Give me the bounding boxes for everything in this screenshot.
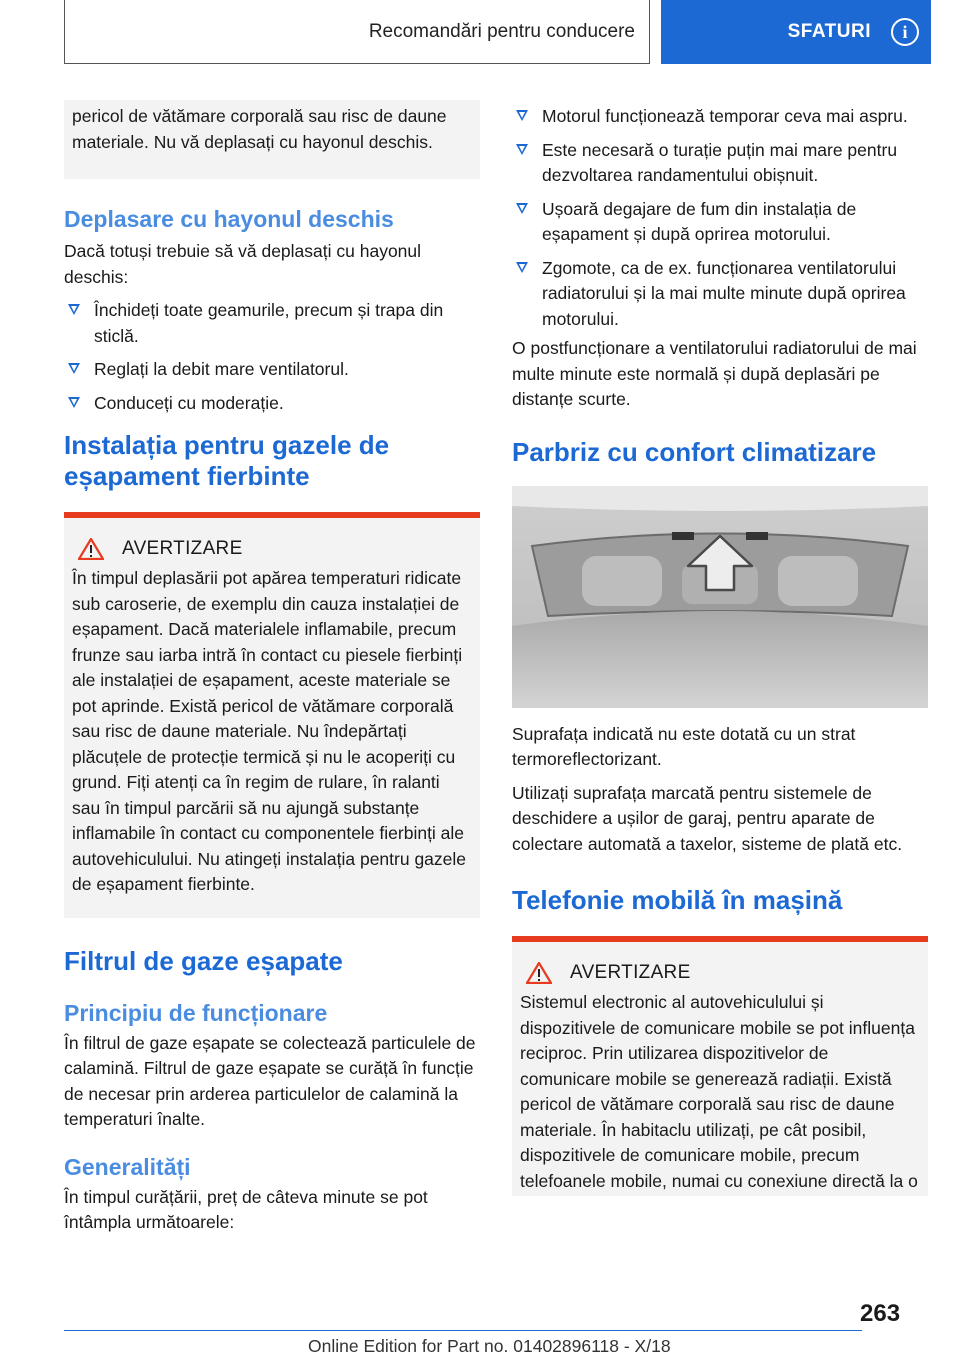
header-section bbox=[64, 0, 650, 64]
warning-box-exhaust bbox=[64, 512, 480, 918]
list-item bbox=[512, 104, 928, 130]
heading-instalatia: Instalația pentru gazele de eșapament fierbinte bbox=[64, 430, 390, 491]
list-item-text: Ușoară degajare de fum din instalația de eșapament și după oprirea motorului. bbox=[542, 198, 857, 244]
list-item-text: Închideți toate geamurile, precum și trapa din sticlă. bbox=[94, 300, 444, 346]
footer-divider bbox=[64, 1330, 862, 1331]
right-column bbox=[512, 100, 928, 1196]
warning-text: Sistemul electronic al autovehiculului și dispozitivele de comunicare mobile se pot influența reciproc. Prin utilizarea dispozitivelor de comunicare mobile se generează radiații. Există pericol de vătămare corporală sau risc de daune materiale. În habitaclu utilizați, pe cât posibil, dispozitivele de comunicare mobile, precum telefoanele mobile, numai cu conexiune directă la o bbox=[520, 992, 918, 1191]
warning-title bbox=[72, 538, 472, 560]
paragraph-hayon: Dacă totuși trebuie să vă deplasați cu hayonul deschis: bbox=[64, 241, 422, 287]
chapter-title: SFATURI bbox=[787, 21, 871, 42]
heading-principiu: Principiu de funcționare bbox=[64, 999, 328, 1026]
cleaning-effects-list bbox=[512, 104, 928, 332]
list-item bbox=[512, 138, 928, 189]
warning-title bbox=[520, 962, 920, 984]
paragraph-utilizati: Utilizați suprafața marcată pentru sistemele de deschidere a ușilor de garaj, pentru aparate de colectare automată a taxelor, sisteme de plată etc. bbox=[512, 782, 903, 854]
triangle-bullet-icon bbox=[516, 144, 528, 155]
hayon-list bbox=[64, 298, 480, 416]
header-chapter bbox=[661, 0, 931, 64]
heading-parbriz: Parbriz cu confort climatizare bbox=[512, 436, 877, 467]
warning-title-text: AVERTIZARE bbox=[122, 538, 243, 559]
paragraph-generalitati: În timpul curățării, preț de câteva minute se pot întâmpla următoarele: bbox=[64, 1186, 428, 1232]
paragraph-principiu: În filtrul de gaze eșapate se colectează particulele de calamină. Filtrul de gaze eșapate se curăță în funcție de necesar prin arderea particulelor de calamină la temperaturi înalte. bbox=[64, 1032, 476, 1129]
triangle-bullet-icon bbox=[516, 110, 528, 121]
triangle-bullet-icon bbox=[516, 262, 528, 273]
triangle-bullet-icon bbox=[68, 304, 80, 315]
list-item bbox=[512, 256, 928, 333]
list-item bbox=[64, 298, 480, 349]
heading-filtrul: Filtrul de gaze eșapate bbox=[64, 945, 343, 976]
list-item-text: Motorul funcționează temporar ceva mai aspru. bbox=[542, 106, 908, 126]
list-item-text: Zgomote, ca de ex. funcționarea ventilatorului radiatorului și la mai multe minute după oprirea motorului. bbox=[542, 257, 906, 329]
warning-triangle-icon bbox=[78, 538, 104, 560]
triangle-bullet-icon bbox=[68, 363, 80, 374]
list-item bbox=[512, 197, 928, 248]
paragraph-postfunctionare: O postfuncționare a ventilatorului radiatorului de mai multe minute este normală și după deplasări pe distanțe scurte. bbox=[512, 338, 917, 409]
triangle-bullet-icon bbox=[68, 397, 80, 408]
warning-box-mobile bbox=[512, 936, 928, 1196]
paragraph-suprafata: Suprafața indicată nu este dotată cu un strat termoreflectorizant. bbox=[512, 723, 856, 769]
continued-warning-box bbox=[64, 100, 480, 179]
heading-generalitati: Generalități bbox=[64, 1153, 191, 1180]
continued-warning-text: pericol de vătămare corporală sau risc de daune materiale. Nu vă deplasați cu hayonul deschis. bbox=[72, 106, 447, 152]
list-item-text: Este necesară o turație puțin mai mare pentru dezvoltarea randamentului obișnuit. bbox=[542, 139, 898, 185]
windshield-illustration bbox=[512, 486, 928, 708]
list-item-text: Conduceți cu moderație. bbox=[94, 392, 284, 413]
warning-text: În timpul deplasării pot apărea temperaturi ridicate sub caroserie, de exemplu din cauza instalației de eșapament. Dacă materialele inflamabile, precum frunze sau iarba intră în contact cu piesele fierbinți ale instalației de eșapament, aceste materiale se pot aprinde. Există pericol de vătămare corporală sau risc de daune materiale. Nu îndepărtați plăcuțele de protecție termică și nu le acoperiți cu grund. Fiți atenți ca în regim de rulare, în ralanti sau în timpul parcării să nu ajungă substanțe inflamabile în contact cu componentele fierbinți ale autovehiculului. Nu atingeți instalația pentru gazele de eșapament fierbinte. bbox=[72, 568, 467, 894]
list-item bbox=[64, 391, 480, 417]
section-title: Recomandări pentru conducere bbox=[368, 20, 635, 42]
info-icon: i bbox=[891, 18, 919, 46]
heading-hayon: Deplasare cu hayonul deschis bbox=[64, 206, 394, 232]
left-column bbox=[64, 100, 480, 1236]
warning-title-text: AVERTIZARE bbox=[570, 962, 691, 983]
warning-triangle-icon bbox=[526, 962, 552, 984]
page-number: 263 bbox=[860, 1300, 901, 1327]
triangle-bullet-icon bbox=[516, 203, 528, 214]
list-item bbox=[64, 357, 480, 383]
footer-edition: Online Edition for Part no. 01402896118 - X/18 bbox=[308, 1336, 671, 1356]
list-item-text: Reglați la debit mare ventilatorul. bbox=[94, 359, 349, 379]
heading-telefonie: Telefonie mobilă în mașină bbox=[512, 885, 843, 915]
